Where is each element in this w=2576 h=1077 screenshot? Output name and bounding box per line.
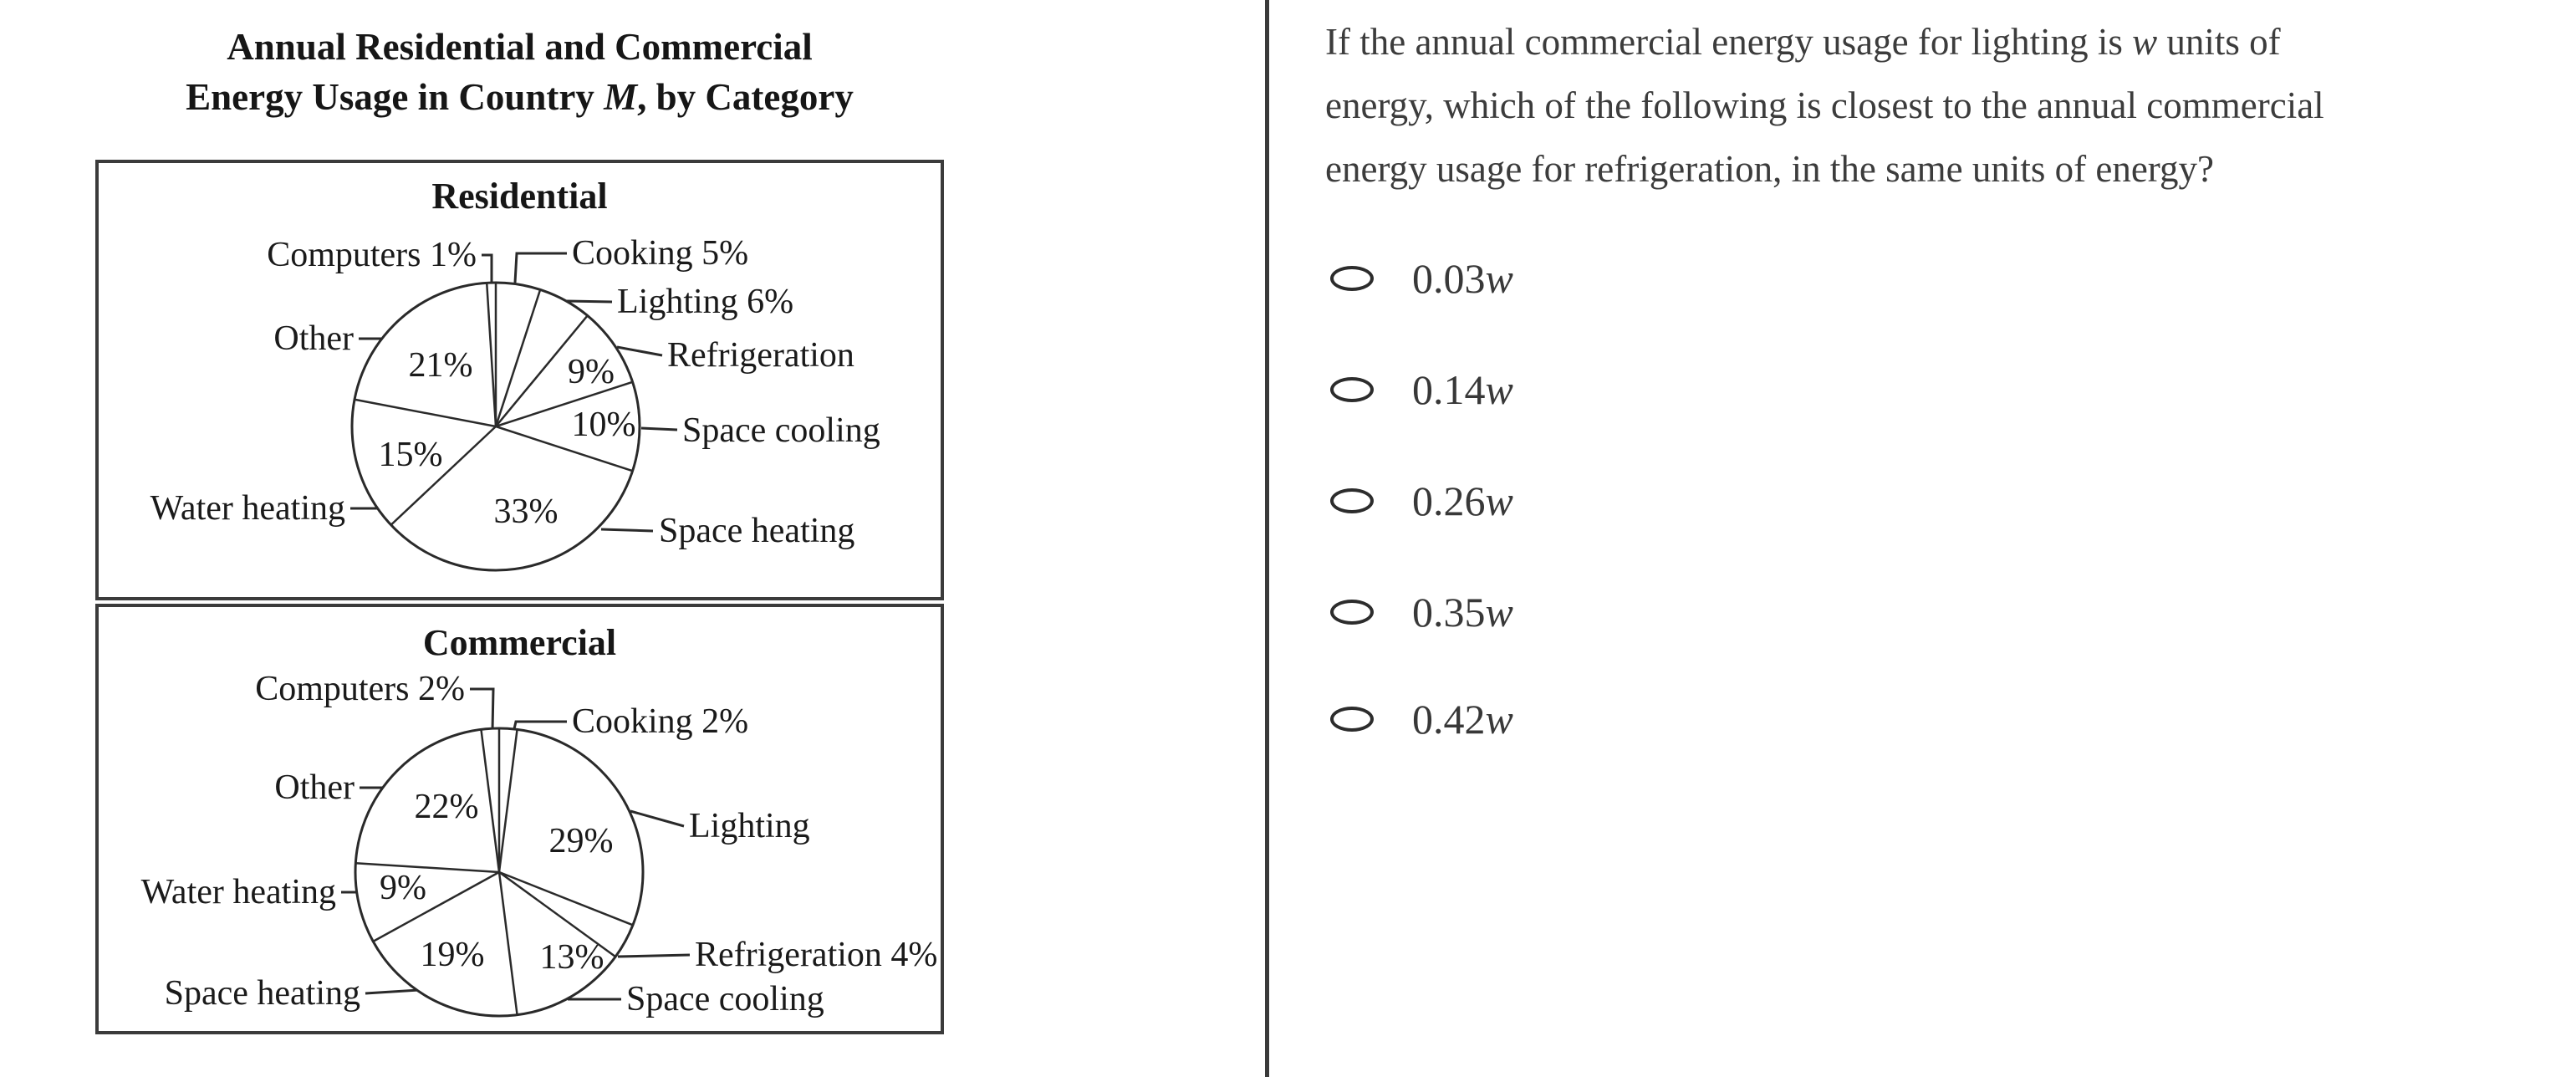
pie-outside-label: Other — [274, 768, 355, 807]
pie-outside-label: Cooking 5% — [572, 234, 749, 273]
chart-heading-commercial: Commercial — [422, 622, 617, 663]
radio-button-icon[interactable] — [1330, 266, 1374, 291]
pie-outside-label: Space cooling — [626, 980, 824, 1018]
leader-line — [617, 347, 662, 355]
residential-pie-chart — [99, 163, 941, 597]
pie-outside-label: Space cooling — [682, 411, 880, 450]
answer-option-label: 0.35w — [1412, 589, 1513, 635]
slice-inside-label: 19% — [420, 936, 485, 974]
question-text — [1325, 10, 2529, 201]
pie-outside-label: Space heating — [659, 512, 855, 550]
figure-title-line2: Energy Usage in Country M, by Category — [186, 76, 854, 118]
pie-outside-label: Computers 2% — [255, 670, 465, 708]
slice-inside-label: 22% — [414, 788, 479, 826]
question-line: energy usage for refrigeration, in the same units of energy? — [1325, 148, 2214, 190]
panel-divider — [1265, 0, 1269, 1077]
pie-outside-label: Refrigeration 4% — [695, 936, 938, 974]
leader-line — [470, 689, 493, 730]
leader-line — [601, 529, 653, 531]
leader-line — [618, 955, 690, 957]
chart-heading-residential: Residential — [431, 176, 608, 217]
pie-outside-label: Water heating — [150, 489, 345, 528]
leader-line — [641, 428, 677, 430]
pie-outside-label: Water heating — [140, 873, 336, 911]
leader-line — [365, 990, 419, 993]
leader-line — [567, 301, 612, 302]
answer-option-e[interactable] — [1330, 692, 1513, 746]
math-variable-w: w — [2132, 21, 2158, 63]
slice-inside-label: 9% — [380, 869, 426, 907]
pie-outside-label: Cooking 2% — [572, 702, 749, 741]
slice-inside-label: 29% — [548, 822, 614, 860]
figure-title-line1: Annual Residential and Commercial — [227, 26, 813, 68]
answer-option-label: 0.03w — [1412, 255, 1513, 302]
radio-button-icon[interactable] — [1330, 377, 1374, 402]
pie-outside-label: Space heating — [164, 974, 360, 1013]
pie-outside-label: Computers 1% — [267, 236, 477, 274]
answer-option-b[interactable] — [1330, 363, 1513, 416]
pie-outside-label: Lighting 6% — [617, 283, 794, 321]
slice-inside-label: 10% — [571, 406, 636, 444]
commercial-chart-box — [95, 604, 944, 1034]
figure-title — [95, 22, 944, 122]
radio-button-icon[interactable] — [1330, 707, 1374, 732]
slice-inside-label: 21% — [408, 346, 473, 385]
pie-outside-label: Refrigeration — [667, 336, 854, 375]
slice-inside-label: 33% — [493, 493, 559, 531]
question-line: If the annual commercial energy usage for lighting is w units of — [1325, 21, 2281, 63]
leader-line — [482, 255, 492, 283]
answer-option-label: 0.14w — [1412, 366, 1513, 413]
answer-option-label: 0.42w — [1412, 696, 1513, 743]
slice-inside-label: 9% — [568, 353, 615, 391]
residential-chart-box — [95, 160, 944, 600]
leader-line — [630, 811, 684, 826]
pie-outside-label: Lighting — [689, 807, 810, 845]
slice-inside-label: 15% — [378, 436, 443, 474]
pie-outside-label: Other — [273, 319, 354, 358]
answer-option-label: 0.26w — [1412, 477, 1513, 524]
answer-option-d[interactable] — [1330, 585, 1513, 639]
commercial-pie-chart — [99, 607, 941, 1031]
answer-option-c[interactable] — [1330, 474, 1513, 528]
slice-inside-label: 13% — [539, 938, 604, 977]
country-name-variable: M — [604, 76, 638, 118]
leader-line — [515, 253, 567, 283]
question-line: energy, which of the following is closest to the annual commercial — [1325, 84, 2324, 126]
answer-option-a[interactable] — [1330, 252, 1513, 305]
radio-button-icon[interactable] — [1330, 600, 1374, 625]
radio-button-icon[interactable] — [1330, 488, 1374, 513]
